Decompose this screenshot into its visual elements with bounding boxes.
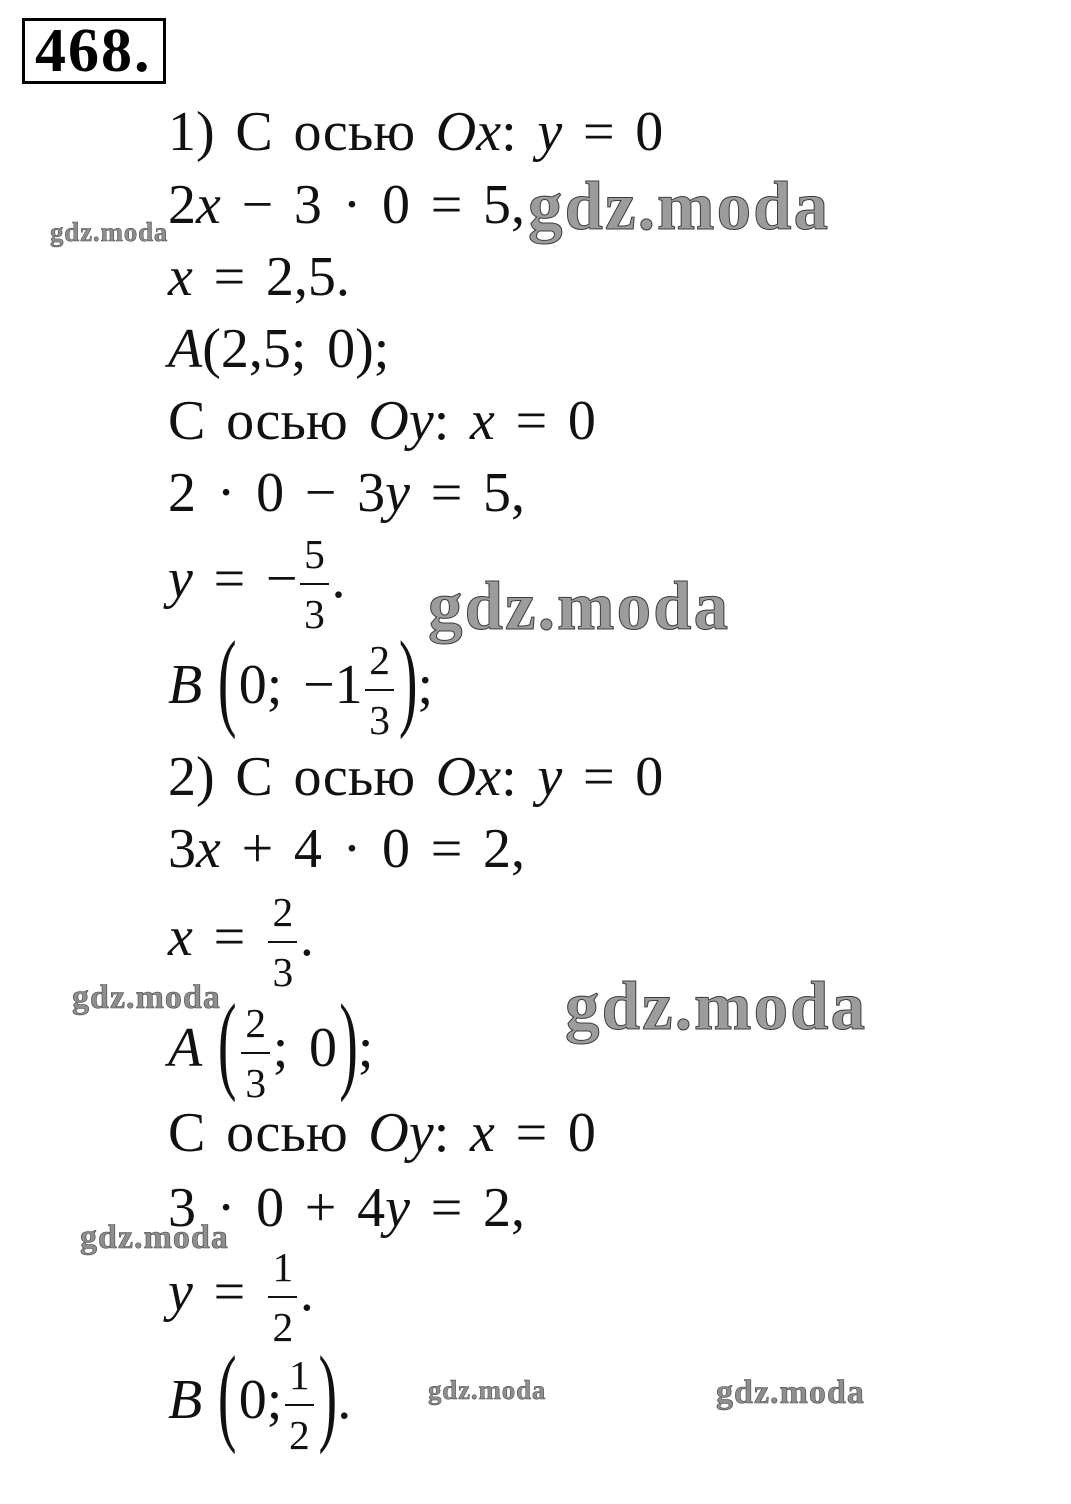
math-text: + 4 · 0 = 2, xyxy=(220,818,525,880)
part1-x-result xyxy=(168,241,350,313)
math-variable: y xyxy=(168,548,193,610)
watermark: gdz.moda xyxy=(428,568,731,644)
math-text: = 0 xyxy=(562,101,664,163)
math-text: 3 · 0 + 4 xyxy=(168,1177,386,1239)
math-text: С осью xyxy=(168,390,369,452)
part1-point-b xyxy=(168,621,434,749)
math-text: 1) С осью xyxy=(168,101,436,163)
math-text: : xyxy=(501,101,538,163)
math-variable: y xyxy=(537,746,563,808)
math-text: = 0 xyxy=(562,746,664,808)
math-variable: x xyxy=(470,390,495,452)
fraction-denominator: 3 xyxy=(245,1060,267,1106)
math-text: (2,5; 0); xyxy=(202,318,390,380)
watermark: gdz.moda xyxy=(528,168,831,244)
part2-ox-condition xyxy=(168,741,663,813)
math-text: 3 xyxy=(168,818,196,880)
fraction xyxy=(268,883,297,1001)
fraction-denominator: 3 xyxy=(272,949,294,995)
point-label: B xyxy=(168,1369,203,1431)
math-variable: x xyxy=(196,174,221,236)
fraction-numerator: 2 xyxy=(365,631,394,691)
watermark: gdz.moda xyxy=(50,217,169,247)
math-text: ; 0 xyxy=(272,1017,338,1079)
part1-oy-condition xyxy=(168,385,596,457)
math-variable: y xyxy=(168,1261,193,1323)
part1-point-a xyxy=(168,313,389,385)
math-text: : xyxy=(433,1102,470,1164)
fraction-numerator: 1 xyxy=(268,1238,297,1298)
math-text: . xyxy=(331,548,346,610)
math-text: 0; xyxy=(238,1369,283,1431)
fraction xyxy=(285,1346,314,1464)
math-text: − 3 · 0 = 5, xyxy=(220,174,525,236)
fraction-denominator: 3 xyxy=(304,591,325,637)
part2-point-b xyxy=(168,1336,352,1464)
fraction-numerator: 1 xyxy=(285,1346,314,1406)
math-text: С осью xyxy=(168,1102,369,1164)
math-text: = 2, xyxy=(409,1177,526,1239)
math-text: = 0 xyxy=(494,390,596,452)
math-text: . xyxy=(299,1261,314,1323)
math-text: = − xyxy=(192,548,298,610)
math-variable: x xyxy=(168,906,193,968)
math-text: = xyxy=(192,906,266,968)
point-label: A xyxy=(168,1017,203,1079)
fraction-denominator: 2 xyxy=(288,1412,310,1458)
math-variable: Oy xyxy=(368,390,434,452)
point-label: A xyxy=(168,318,203,380)
math-variable: Ox xyxy=(435,746,502,808)
right-paren: ) xyxy=(318,1336,338,1457)
point-label: B xyxy=(168,654,203,716)
part1-oy-equation xyxy=(168,457,525,529)
fraction xyxy=(300,525,329,643)
watermark: gdz.moda xyxy=(428,1375,547,1405)
math-variable: x xyxy=(196,818,221,880)
problem-number: 468. xyxy=(35,17,152,85)
math-variable: Ox xyxy=(435,101,502,163)
part2-ox-equation xyxy=(168,813,525,885)
fraction-numerator: 2 xyxy=(241,994,270,1054)
math-text: = 5, xyxy=(409,462,526,524)
part1-ox-condition xyxy=(168,96,663,168)
math-text: . xyxy=(299,906,314,968)
math-variable: x xyxy=(168,246,193,308)
fraction xyxy=(268,1238,297,1356)
part1-y-result xyxy=(168,525,345,643)
problem-number-box xyxy=(22,18,166,84)
math-variable: y xyxy=(537,101,563,163)
math-text: : xyxy=(501,746,538,808)
left-paren: ( xyxy=(217,1336,237,1457)
math-text: = xyxy=(192,1261,266,1323)
math-text: : xyxy=(433,390,470,452)
watermark: gdz.moda xyxy=(565,968,868,1044)
watermark: gdz.moda xyxy=(80,1219,229,1256)
math-variable: y xyxy=(385,1177,410,1239)
fraction xyxy=(365,631,394,749)
math-text: . xyxy=(337,1369,352,1431)
part2-oy-condition xyxy=(168,1097,596,1169)
math-text: 2) С осью xyxy=(168,746,436,808)
part1-ox-equation xyxy=(168,169,525,241)
math-text: = 2,5. xyxy=(192,246,350,308)
math-text: ; xyxy=(357,1017,374,1079)
math-text: 2 · 0 − 3 xyxy=(168,462,386,524)
watermark: gdz.moda xyxy=(716,1374,865,1411)
math-text: 0; −1 xyxy=(238,654,363,716)
math-text: 2 xyxy=(168,174,196,236)
fraction xyxy=(241,994,270,1112)
fraction-denominator: 3 xyxy=(369,697,390,743)
right-paren: ) xyxy=(339,984,358,1105)
fraction-numerator: 5 xyxy=(300,525,329,585)
left-paren: ( xyxy=(217,621,237,742)
left-paren: ( xyxy=(217,984,237,1105)
math-variable: x xyxy=(470,1102,495,1164)
right-paren: ) xyxy=(398,621,418,742)
math-variable: y xyxy=(385,462,410,524)
math-text: ; xyxy=(417,654,434,716)
watermark: gdz.moda xyxy=(72,979,221,1016)
fraction-denominator: 2 xyxy=(272,1304,294,1350)
math-text: = 0 xyxy=(494,1102,596,1164)
math-variable: Oy xyxy=(368,1102,434,1164)
fraction-numerator: 2 xyxy=(268,883,297,943)
